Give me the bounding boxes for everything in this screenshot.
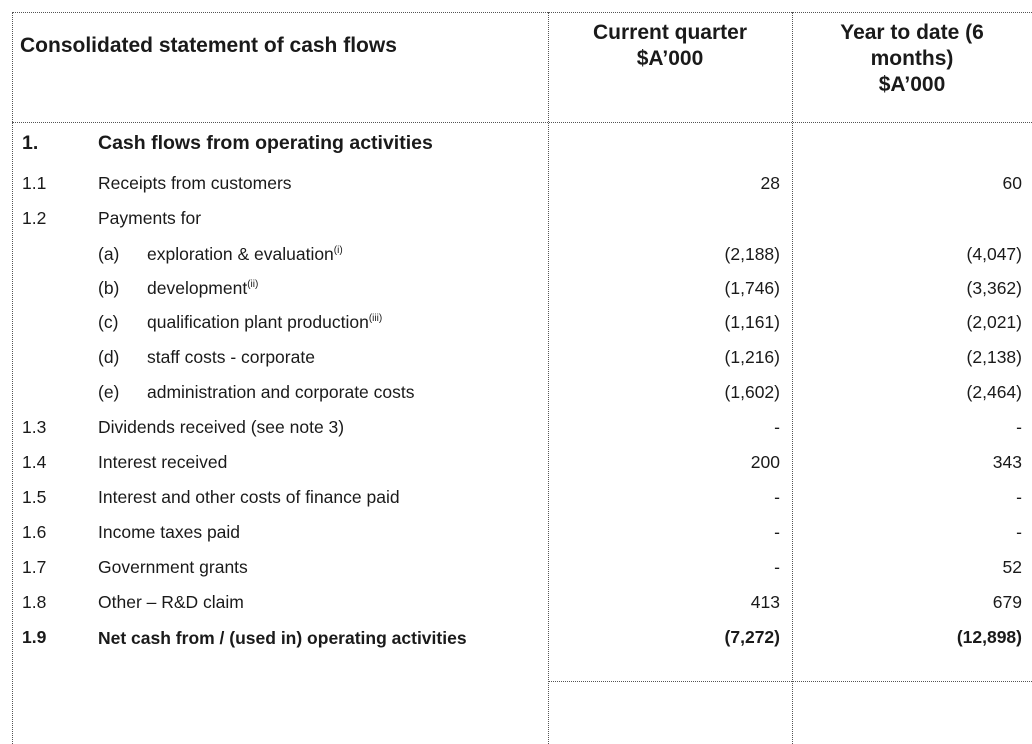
- row-label: Payments for: [98, 208, 202, 228]
- section-label: Cash flows from operating activities: [98, 132, 433, 154]
- row-1-2-a: [0, 238, 1032, 272]
- year-to-date-value: (2,021): [966, 312, 1022, 332]
- year-to-date-value: (3,362): [966, 278, 1022, 298]
- sub-item-label: staff costs - corporate: [147, 347, 315, 367]
- current-quarter-value: -: [774, 557, 780, 577]
- row-number: 1.8: [22, 592, 47, 612]
- year-to-date-header-line-3: $A’000: [878, 73, 946, 96]
- year-to-date-header-line-2: months): [870, 47, 954, 70]
- row-1-7: [0, 551, 1032, 585]
- row-number: 1.6: [22, 522, 47, 542]
- year-to-date-value: -: [1016, 522, 1022, 542]
- row-1-2-d: [0, 341, 1032, 375]
- sub-item-label-wrap: [147, 278, 258, 299]
- top-border: [12, 12, 1032, 13]
- row-1-2: [0, 202, 1032, 236]
- year-to-date-value: (4,047): [966, 244, 1022, 264]
- row-label: Interest received: [98, 452, 228, 472]
- year-to-date-value: (2,138): [966, 347, 1022, 367]
- footnote-marker: (ii): [247, 279, 259, 291]
- row-1-3: [0, 411, 1032, 445]
- sub-item-letter: (d): [98, 347, 120, 367]
- sub-item-label: development: [147, 278, 248, 298]
- year-to-date-header-line-1: Year to date (6: [840, 21, 984, 44]
- row-1-6: [0, 516, 1032, 550]
- header-bottom-border: [12, 122, 1032, 123]
- current-quarter-total: (7,272): [724, 627, 780, 647]
- row-label: Receipts from customers: [98, 173, 292, 193]
- year-to-date-value: -: [1016, 487, 1022, 507]
- year-to-date-value: 343: [992, 452, 1022, 472]
- year-to-date-total: (12,898): [956, 627, 1022, 647]
- table-title: Consolidated statement of cash flows: [20, 34, 397, 57]
- sub-item-label-wrap: [147, 244, 343, 265]
- row-label: Other – R&D claim: [98, 592, 244, 612]
- row-label: Dividends received (see note 3): [98, 417, 345, 437]
- row-number: 1.9: [22, 627, 47, 647]
- year-to-date-value: 52: [1002, 557, 1022, 577]
- sub-item-letter: (e): [98, 382, 120, 402]
- current-quarter-header-line-1: Current quarter: [592, 21, 748, 44]
- current-quarter-value: 200: [750, 452, 780, 472]
- footnote-marker: (iii): [368, 313, 383, 325]
- year-to-date-value: -: [1016, 417, 1022, 437]
- sub-item-letter: (b): [98, 278, 120, 298]
- current-quarter-value: -: [774, 487, 780, 507]
- row-1-8: [0, 586, 1032, 620]
- current-quarter-value: (1,746): [724, 278, 780, 298]
- row-label: Government grants: [98, 557, 248, 577]
- year-to-date-value: (2,464): [966, 382, 1022, 402]
- current-quarter-value: 28: [760, 173, 780, 193]
- row-number: 1.5: [22, 487, 47, 507]
- current-quarter-header-line-2: $A’000: [636, 47, 704, 70]
- row-number: 1.2: [22, 208, 47, 228]
- current-quarter-value: (1,602): [724, 382, 780, 402]
- row-label: Income taxes paid: [98, 522, 241, 542]
- year-to-date-value: 60: [1002, 173, 1022, 193]
- current-quarter-header: [548, 20, 792, 72]
- row-1-5: [0, 481, 1032, 515]
- sub-item-label: exploration & evaluation: [147, 244, 334, 264]
- sub-item-label-wrap: [147, 312, 382, 333]
- sub-item-label: qualification plant production: [147, 312, 369, 332]
- footnote-marker: (i): [333, 245, 343, 257]
- row-1-4: [0, 446, 1032, 480]
- current-quarter-value: -: [774, 417, 780, 437]
- section-heading: [0, 128, 1032, 162]
- current-quarter-value: 413: [750, 592, 780, 612]
- year-to-date-header: [792, 20, 1032, 98]
- row-1-1: [0, 167, 1032, 201]
- current-quarter-value: -: [774, 522, 780, 542]
- row-number: 1.1: [22, 173, 47, 193]
- row-number: 1.4: [22, 452, 47, 472]
- row-1-9-total: [0, 621, 1032, 685]
- section-number: 1.: [22, 132, 39, 154]
- sub-item-letter: (a): [98, 244, 120, 264]
- row-number: 1.3: [22, 417, 47, 437]
- sub-item-label: administration and corporate costs: [147, 382, 415, 402]
- row-1-2-c: [0, 306, 1032, 340]
- sub-item-letter: (c): [98, 312, 119, 332]
- row-label: Interest and other costs of finance paid: [98, 487, 400, 507]
- current-quarter-value: (1,161): [724, 312, 780, 332]
- current-quarter-value: (2,188): [724, 244, 780, 264]
- year-to-date-value: 679: [992, 592, 1022, 612]
- row-1-2-b: [0, 272, 1032, 306]
- row-number: 1.7: [22, 557, 47, 577]
- row-label: Net cash from / (used in) operating activities: [98, 628, 467, 648]
- current-quarter-value: (1,216): [724, 347, 780, 367]
- row-1-2-e: [0, 376, 1032, 410]
